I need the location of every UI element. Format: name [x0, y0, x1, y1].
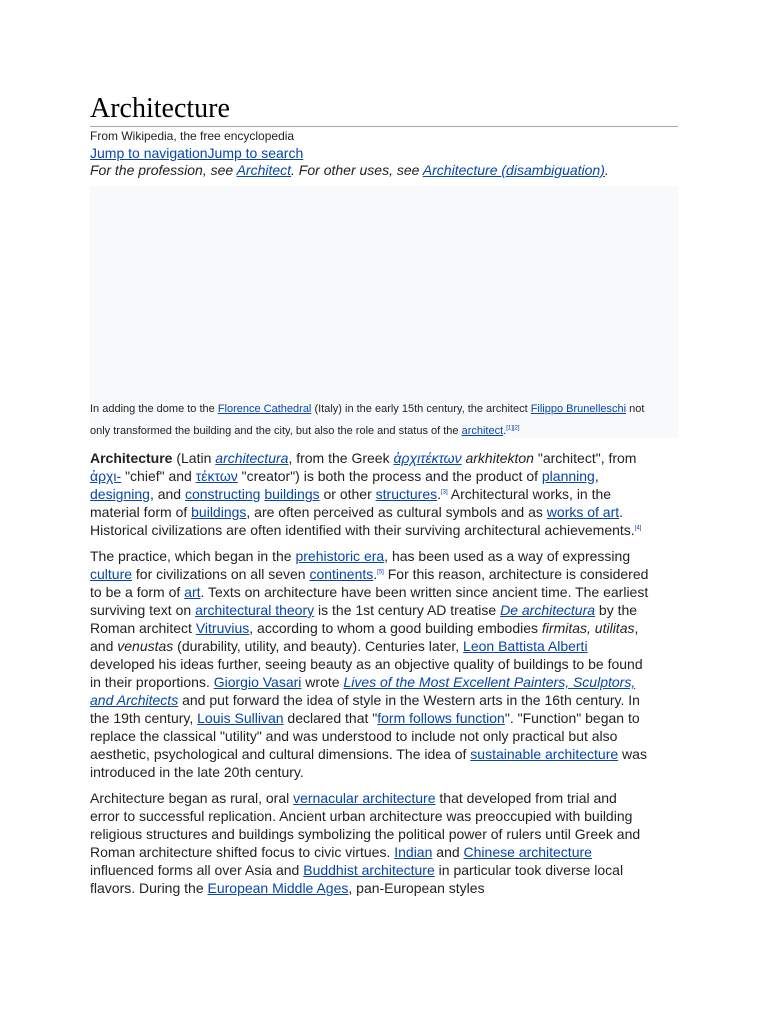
architectural-theory-link[interactable]: architectural theory: [195, 602, 315, 618]
jump-to-navigation-link[interactable]: Jump to navigation: [90, 145, 208, 161]
architectura-link[interactable]: architectura: [215, 450, 289, 466]
reference-5[interactable]: [5]: [377, 569, 384, 576]
jump-to-search-link[interactable]: Jump to search: [207, 145, 304, 161]
greek-architekton-link[interactable]: ἀρχιτέκτων: [393, 450, 462, 466]
page-title: Architecture: [90, 92, 678, 127]
culture-link[interactable]: culture: [90, 566, 133, 582]
architect-caption-link[interactable]: architect: [461, 425, 504, 437]
caption-reference[interactable]: [1][2]: [506, 425, 520, 432]
greek-arkhi-link[interactable]: ἀρχι-: [90, 468, 122, 484]
giorgio-vasari-link[interactable]: Giorgio Vasari: [213, 674, 302, 690]
designing-link[interactable]: designing: [90, 486, 150, 502]
figure-caption: In adding the dome to the Florence Cathedral (Italy) in the early 15th century, the architect Filippo Brunelleschi not only transformed the building and the city, but also the role and status of the architect.[1][2]: [90, 403, 645, 437]
leon-battista-alberti-link[interactable]: Leon Battista Alberti: [463, 638, 588, 654]
hatnote-text: . For other uses, see: [291, 162, 423, 178]
site-tagline: From Wikipedia, the free encyclopedia: [90, 129, 295, 143]
hatnote-text: For the profession, see: [90, 162, 237, 178]
planning-link[interactable]: planning: [541, 468, 595, 484]
form-follows-function-link[interactable]: form follows function: [377, 710, 505, 726]
lead-image-figure: [90, 186, 678, 438]
paragraph-3: Architecture began as rural, oral vernacular architecture that developed from trial and error to successful replication. Ancient urban architecture was preoccupied with building religious structures and buildings symbolizing the political power of rulers until Greek and Roman architecture shifted focus to civic virtues. Indian and Chinese architecture influenced forms all over Asia and Buddhist architecture in particular took diverse local flavors. During the European Middle Ages, pan-European styles: [90, 790, 641, 896]
greek-tekton-link[interactable]: τέκτων: [195, 468, 238, 484]
paragraph-1: Architecture (Latin architectura, from the Greek ἀρχιτέκτων arkhitekton "architect", from ἀρχι- "chief" and τέκτων "creator") is both the process and the product of planning, designing, and constructing buildings or other structures.[3] Architectural works, in the material form of buildings, are often perceived as cultural symbols and as works of art. Historical civilizations are often identified with their surviving architectural achievements.[4]: [90, 450, 642, 538]
european-middle-ages-link[interactable]: European Middle Ages: [207, 880, 349, 896]
filippo-brunelleschi-link[interactable]: Filippo Brunelleschi: [530, 403, 627, 415]
constructing-link[interactable]: constructing: [184, 486, 261, 502]
disambiguation-link[interactable]: Architecture (disambiguation): [422, 162, 605, 178]
article-body: [90, 449, 650, 905]
prehistoric-era-link[interactable]: prehistoric era: [295, 548, 385, 564]
hatnote-text: .: [604, 162, 609, 178]
de-architectura-link[interactable]: De architectura: [500, 602, 596, 618]
florence-cathedral-link[interactable]: Florence Cathedral: [217, 403, 312, 415]
sustainable-architecture-link[interactable]: sustainable architecture: [470, 746, 619, 762]
reference-4[interactable]: [4]: [634, 525, 642, 532]
vernacular-architecture-link[interactable]: vernacular architecture: [293, 790, 436, 806]
buddhist-architecture-link[interactable]: Buddhist architecture: [303, 862, 435, 878]
louis-sullivan-link[interactable]: Louis Sullivan: [197, 710, 284, 726]
structures-link[interactable]: structures: [375, 486, 438, 502]
lead-term: Architecture: [90, 450, 173, 466]
buildings-link-2[interactable]: buildings: [191, 504, 247, 520]
reference-3[interactable]: [3]: [441, 489, 448, 496]
paragraph-2: The practice, which began in the prehistoric era, has been used as a way of expressing culture for civilizations on all seven continents.[5] For this reason, architecture is considered to be a form of art. Texts on architecture have been written since ancient time. The earliest surviving text on architectural theory is the 1st century AD treatise De architectura by the Roman architect Vitruvius, according to whom a good building embodies firmitas, utilitas, and venustas (durability, utility, and beauty). Centuries later, Leon Battista Alberti developed his ideas further, seeing beauty as an objective quality of buildings to be found in their proportions. Giorgio Vasari wrote Lives of the Most Excellent Painters, Sculptors, and Architects and put forward the idea of style in the Western arts in the 16th century. In the 19th century, Louis Sullivan declared that "form follows function". "Function" began to replace the classical "utility" and was understood to include not only practical but also aesthetic, psychological and cultural dimensions. The idea of sustainable architecture was introduced in the late 20th century.: [90, 548, 649, 780]
hatnote: [90, 161, 609, 179]
lives-of-the-artists-link[interactable]: Lives of the Most Excellent Painters, Sculptors, and Architects: [90, 674, 636, 708]
art-link[interactable]: art: [184, 584, 201, 600]
buildings-link[interactable]: buildings: [264, 486, 320, 502]
works-of-art-link[interactable]: works of art: [546, 504, 620, 520]
jump-links: [90, 144, 303, 162]
indian-architecture-link[interactable]: Indian: [394, 844, 433, 860]
chinese-architecture-link[interactable]: Chinese architecture: [463, 844, 592, 860]
architect-link[interactable]: Architect: [236, 162, 292, 178]
vitruvius-link[interactable]: Vitruvius: [195, 620, 250, 636]
continents-link[interactable]: continents: [309, 566, 374, 582]
